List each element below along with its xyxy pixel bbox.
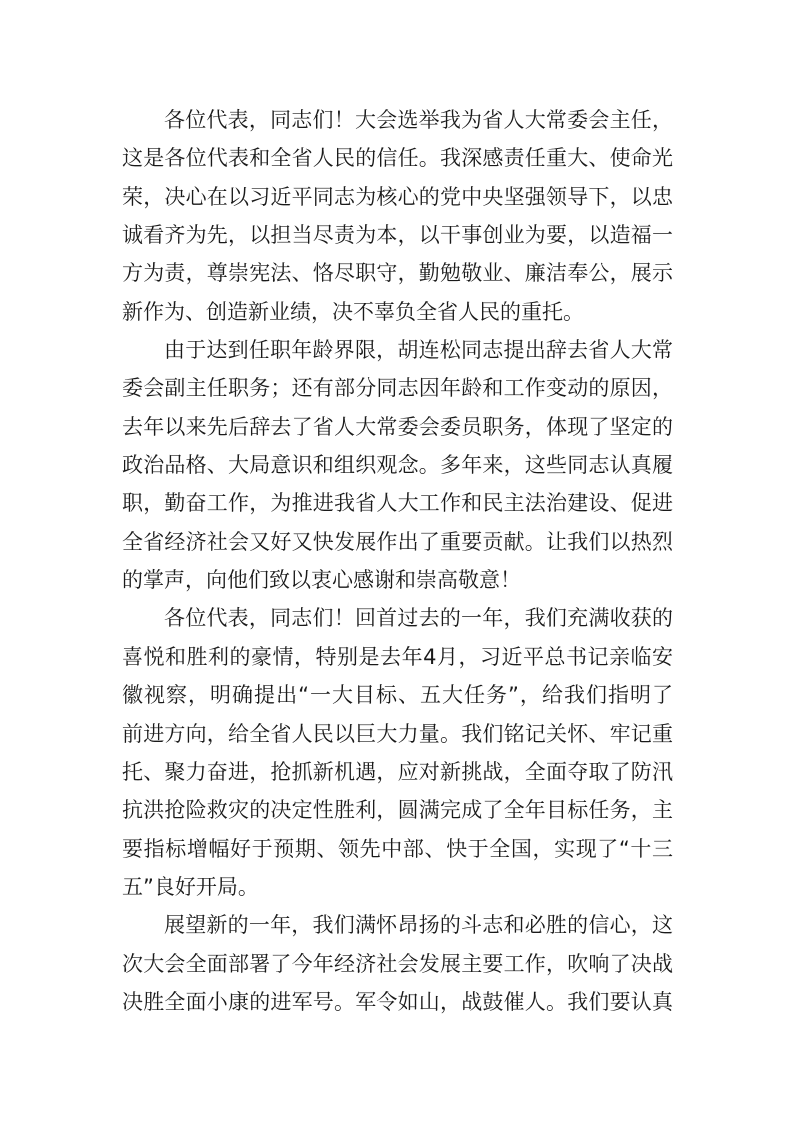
text-line: 政治品格、大局意识和组织观念。多年来，这些同志认真履 <box>122 453 673 478</box>
paragraph-3 <box>122 599 673 906</box>
text-line: 决胜全面小康的进军号。军令如山，战鼓催人。我们要认真 <box>122 989 673 1014</box>
text-line: 全省经济社会又好又快发展作出了重要贡献。让我们以热烈 <box>122 529 673 554</box>
text-line: 各位代表，同志们！大会选举我为省人大常委会主任， <box>164 108 673 132</box>
paragraph-2 <box>122 331 673 599</box>
text-line: 托、聚力奋进，抢抓新机遇，应对新挑战，全面夺取了防汛 <box>122 759 673 784</box>
text-line: 展望新的一年，我们满怀昂扬的斗志和必胜的信心，这 <box>164 913 673 938</box>
text-line: 由于达到任职年龄界限，胡连松同志提出辞去省人大常 <box>164 338 673 363</box>
text-line: 诚看齐为先，以担当尽责为本，以干事创业为要，以造福一 <box>122 223 673 248</box>
text-line: 职，勤奋工作，为推进我省人大工作和民主法治建设、促进 <box>122 491 673 516</box>
paragraph-4 <box>122 906 673 1021</box>
text-line: 去年以来先后辞去了省人大常委会委员职务，体现了坚定的 <box>122 414 673 439</box>
text-line: 喜悦和胜利的豪情，特别是去年4月，习近平总书记亲临安 <box>122 644 673 669</box>
text-line: 前进方向，给全省人民以巨大力量。我们铭记关怀、牢记重 <box>122 721 673 746</box>
document-body <box>122 101 673 1021</box>
text-line: 五”良好开局。 <box>122 874 259 899</box>
text-line: 要指标增幅好于预期、领先中部、快于全国，实现了“十三 <box>122 836 673 861</box>
text-line: 徽视察，明确提出“一大目标、五大任务”，给我们指明了 <box>122 683 673 708</box>
text-line: 这是各位代表和全省人民的信任。我深感责任重大、使命光 <box>122 146 673 171</box>
text-line: 次大会全面部署了今年经济社会发展主要工作，吹响了决战 <box>122 951 673 976</box>
text-line: 新作为、创造新业绩，决不辜负全省人民的重托。 <box>122 299 584 324</box>
paragraph-1 <box>122 101 673 331</box>
text-line: 方为责，尊崇宪法、恪尽职守，勤勉敬业、廉洁奉公，展示 <box>122 261 673 286</box>
text-line: 各位代表，同志们！回首过去的一年，我们充满收获的 <box>164 606 673 631</box>
text-line: 委会副主任职务；还有部分同志因年龄和工作变动的原因， <box>122 376 673 401</box>
text-line: 抗洪抢险救灾的决定性胜利，圆满完成了全年目标任务，主 <box>122 798 673 823</box>
text-line: 荣，决心在以习近平同志为核心的党中央坚强领导下，以忠 <box>122 184 673 209</box>
text-line: 的掌声，向他们致以衷心感谢和崇高敬意！ <box>122 568 521 593</box>
